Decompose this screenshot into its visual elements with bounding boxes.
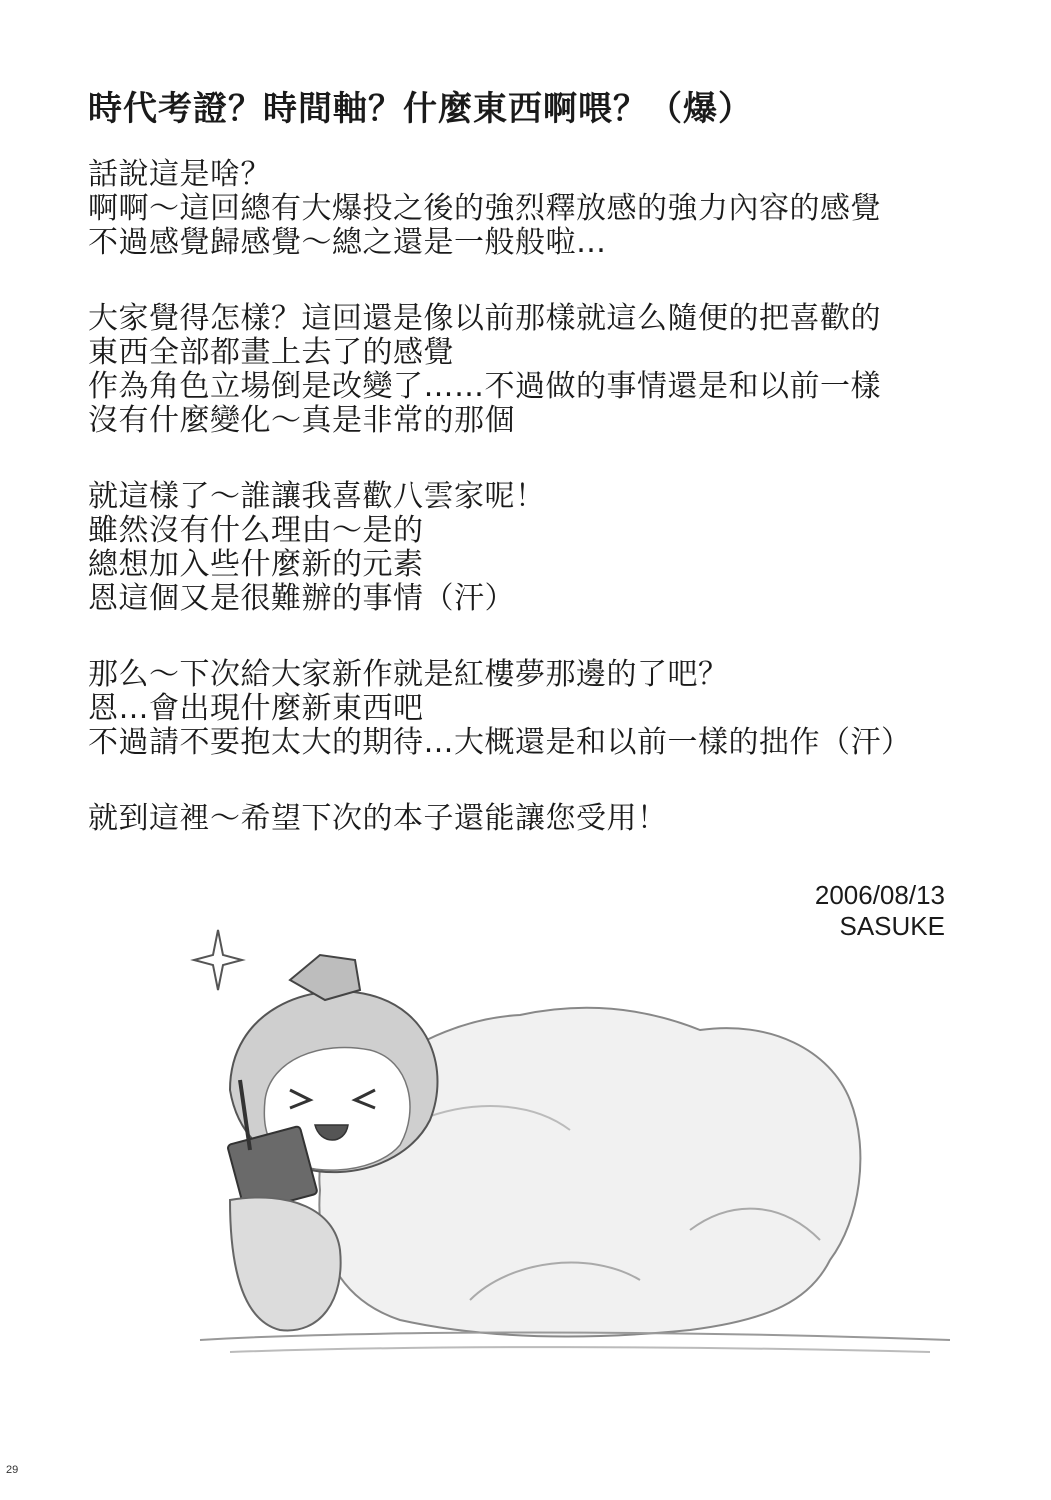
page-number: 29: [6, 1464, 19, 1476]
text-line: 就到這裡～希望下次的本子還能讓您受用！: [88, 801, 668, 836]
signature-date: 2006/08/13: [814, 880, 945, 910]
text-line: 作為角色立場倒是改變了……不過做的事情還是和以前一樣: [88, 369, 881, 404]
text-line: 不過感覺歸感覺～總之還是一般般啦…: [88, 225, 607, 260]
paragraph-4: [88, 658, 988, 760]
text-line: 大家覺得怎樣？這回還是像以前那樣就這么隨便的把喜歡的: [88, 301, 881, 336]
text-line: 啊啊～這回總有大爆投之後的強烈釋放感的強力內容的感覺: [88, 191, 881, 226]
text-line: 總想加入些什麼新的元素: [88, 547, 424, 582]
text-line: 東西全部都畫上去了的感覺: [88, 335, 454, 370]
text-line: 不過請不要抱太大的期待…大概還是和以前一樣的拙作（汗）: [88, 725, 912, 760]
text-line: 恩…會出現什麼新東西吧: [88, 691, 424, 726]
tokin-hat-icon: [290, 955, 360, 1000]
text-line: 話說這是啥？: [88, 157, 271, 192]
page-title: 時代考證？時間軸？什麼東西啊喂？（爆）: [88, 89, 753, 129]
text-line: 恩這個又是很難辦的事情（汗）: [88, 581, 515, 616]
character-illustration: [170, 900, 970, 1360]
text-line: 沒有什麼變化～真是非常的那個: [88, 403, 515, 438]
sparkle-icon: [194, 930, 242, 990]
afterword-body: [88, 158, 988, 878]
text-line: 那么～下次給大家新作就是紅樓夢那邊的了吧？: [88, 657, 729, 692]
signature-author: SASUKE: [839, 911, 945, 941]
text-line: 就這樣了～誰讓我喜歡八雲家呢！: [88, 479, 546, 514]
paragraph-3: [88, 480, 988, 616]
paragraph-1: [88, 158, 988, 260]
paragraph-5: [88, 802, 988, 836]
text-line: 雖然沒有什么理由～是的: [88, 513, 424, 548]
paragraph-2: [88, 302, 988, 438]
